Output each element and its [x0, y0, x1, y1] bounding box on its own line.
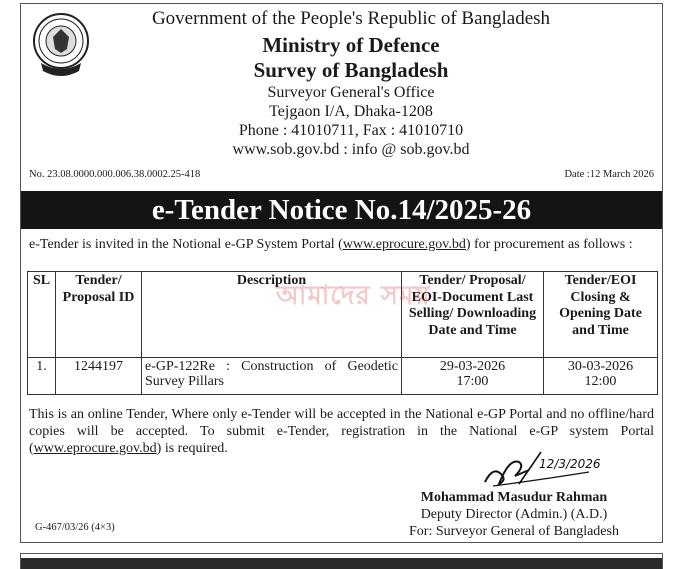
- office-line: Surveyor General's Office: [267, 84, 435, 101]
- cell-description: e-GP-122Re : Construction of Geodetic Survey Pillars: [142, 358, 402, 395]
- handwritten-signature-icon: [479, 444, 609, 489]
- instructions-text-1: This is an online Tender, Where only e-Tender will be accepted in the National e-GP Portal and no offline/hard copies will be accepted. To submit e-Tender, registration in the National e-GP system Portal (: [29, 407, 654, 456]
- cell-tender-id: 1244197: [56, 358, 142, 395]
- government-heading: Government of the People's Republic of Bangladesh: [151, 8, 551, 29]
- next-clipping-edge: [20, 553, 663, 569]
- intro-text-before: e-Tender is invited in the Notional e-GP System Portal (: [29, 237, 343, 252]
- cell-sl: 1.: [28, 358, 56, 395]
- col-header-closing: Tender/EOI Closing & Opening Date and Time: [544, 272, 658, 358]
- col-header-tender-id: Tender/ Proposal ID: [56, 272, 142, 358]
- cell-closing: [544, 358, 658, 395]
- signatory-designation: Deputy Director (Admin.) (A.D.): [420, 507, 608, 522]
- eprocure-link-2[interactable]: www.eprocure.gov.bd: [33, 441, 157, 456]
- organization-heading: Survey of Bangladesh: [253, 58, 449, 82]
- ad-code: G-467/03/26 (4×3): [35, 522, 115, 533]
- intro-text-after: ) for procurement as follows :: [465, 237, 633, 252]
- memo-number: No. 23.08.0000.000.006.38.0002.25-418: [29, 169, 201, 180]
- signatory-name: Mohammad Masudur Rahman: [420, 490, 608, 505]
- eprocure-link[interactable]: www.eprocure.gov.bd: [342, 237, 466, 252]
- signatory-on-behalf: For: Surveyor General of Bangladesh: [409, 524, 619, 539]
- intro-paragraph: [29, 236, 654, 253]
- instructions-text-2: ) is required.: [156, 441, 228, 456]
- notice-title-banner: e-Tender Notice No.14/2025-26: [21, 191, 662, 229]
- newspaper-watermark: আমাদের সময়: [276, 281, 431, 311]
- address-line: Tejgaon I/A, Dhaka-1208: [269, 103, 433, 120]
- last-selling-date: 29-03-2026: [439, 359, 506, 374]
- last-selling-time: 17:00: [456, 374, 489, 389]
- table-row: [28, 358, 658, 395]
- notice-date: Date :12 March 2026: [564, 169, 654, 180]
- col-header-sl: SL: [28, 272, 56, 358]
- col-header-description: Description: [142, 272, 402, 358]
- closing-time: 12:00: [584, 374, 617, 389]
- signatory-block: [374, 489, 654, 540]
- tender-notice: [20, 3, 663, 543]
- phone-fax-line: Phone : 41010711, Fax : 41010710: [238, 122, 464, 139]
- signature-date: 12/3/2026: [539, 457, 601, 471]
- ministry-heading: Ministry of Defence: [262, 33, 440, 57]
- col-header-last-selling: Tender/ Proposal/ EOI-Document Last Selling/ Downloading Date and Time: [402, 272, 544, 358]
- cell-last-selling: [402, 358, 544, 395]
- web-email-line: www.sob.gov.bd : info @ sob.gov.bd: [232, 141, 470, 158]
- survey-of-bangladesh-seal-icon: [31, 11, 91, 81]
- closing-date: 30-03-2026: [567, 359, 634, 374]
